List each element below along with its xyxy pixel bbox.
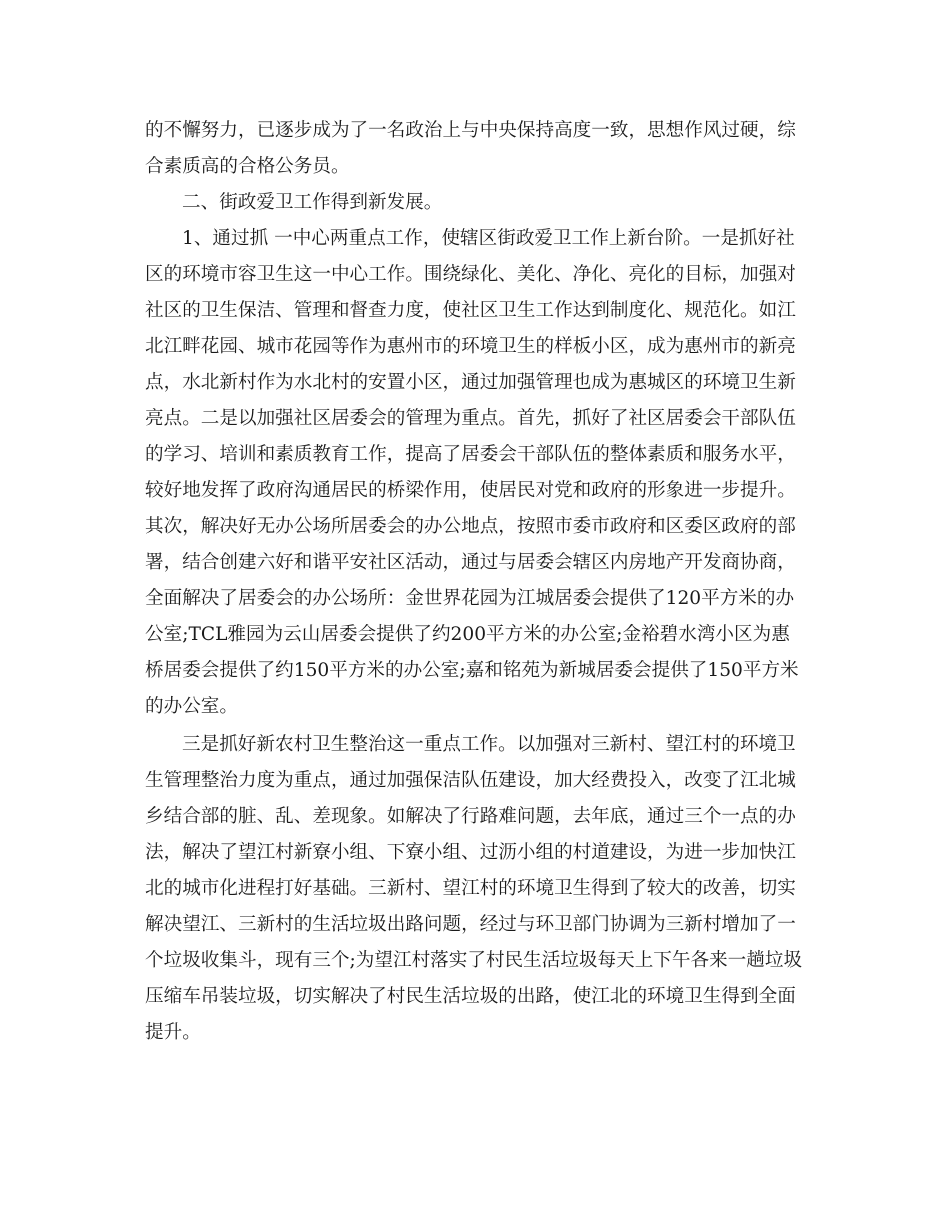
text-line: 1、通过抓 一中心两重点工作，使辖区街政爱卫工作上新台阶。一是抓好社: [182, 228, 795, 249]
text-line: 的不懈努力，已逐步成为了一名政治上与中央保持高度一致，思想作风过硬，综: [145, 120, 796, 141]
text-line: 二、街政爱卫工作得到新发展。: [182, 192, 443, 213]
text-line: 全面解决了居委会的办公场所：金世界花园为江城居委会提供了120平方米的办: [145, 588, 795, 609]
text-line: 个垃圾收集斗，现有三个;为望江村落实了村民生活垃圾每天上下午各来一趟垃圾: [145, 950, 803, 971]
text-line: 生管理整治力度为重点，通过加强保洁队伍建设，加大经费投入，改变了江北城: [145, 770, 796, 791]
text-line: 北的城市化进程打好基础。三新村、望江村的环境卫生得到了较大的改善，切实: [145, 878, 796, 899]
text-line: 亮点。二是以加强社区居委会的管理为重点。首先，抓好了社区居委会干部队伍: [145, 408, 796, 429]
text-line: 解决望江、三新村的生活垃圾出路问题，经过与环卫部门协调为三新村增加了一: [145, 914, 796, 935]
text-line: 其次，解决好无办公场所居委会的办公地点，按照市委市政府和区委区政府的部: [145, 516, 796, 537]
text-line: 区的环境市容卫生这一中心工作。围绕绿化、美化、净化、亮化的目标，加强对: [145, 264, 796, 285]
text-line: 较好地发挥了政府沟通居民的桥梁作用，使居民对党和政府的形象进一步提升。: [145, 480, 796, 501]
text-line: 公室;TCL雅园为云山居委会提供了约200平方米的办公室;金裕碧水湾小区为惠: [145, 624, 790, 645]
text-line: 三是抓好新农村卫生整治这一重点工作。以加强对三新村、望江村的环境卫: [182, 734, 796, 755]
text-line: 乡结合部的脏、乱、差现象。如解决了行路难问题，去年底，通过三个一点的办: [145, 806, 796, 827]
text-line: 社区的卫生保洁、管理和督查力度，使社区卫生工作达到制度化、规范化。如江: [145, 300, 796, 321]
text-line: 北江畔花园、城市花园等作为惠州市的环境卫生的样板小区，成为惠州市的新亮: [145, 336, 796, 357]
text-line: 的学习、培训和素质教育工作，提高了居委会干部队伍的整体素质和服务水平，: [145, 444, 796, 465]
text-line: 点，水北新村作为水北村的安置小区，通过加强管理也成为惠城区的环境卫生新: [145, 372, 796, 393]
text-line: 法，解决了望江村新寮小组、下寮小组、过沥小组的村道建设，为进一步加快江: [145, 842, 796, 863]
text-line: 桥居委会提供了约150平方米的办公室;嘉和铭苑为新城居委会提供了150平方米: [145, 660, 799, 681]
text-line: 署，结合创建六好和谐平安社区活动，通过与居委会辖区内房地产开发商协商，: [145, 552, 796, 573]
text-line: 的办公室。: [145, 696, 238, 717]
text-line: 提升。: [145, 1022, 201, 1043]
text-line: 压缩车吊装垃圾，切实解决了村民生活垃圾的出路，使江北的环境卫生得到全面: [145, 986, 796, 1007]
text-line: 合素质高的合格公务员。: [145, 156, 350, 177]
